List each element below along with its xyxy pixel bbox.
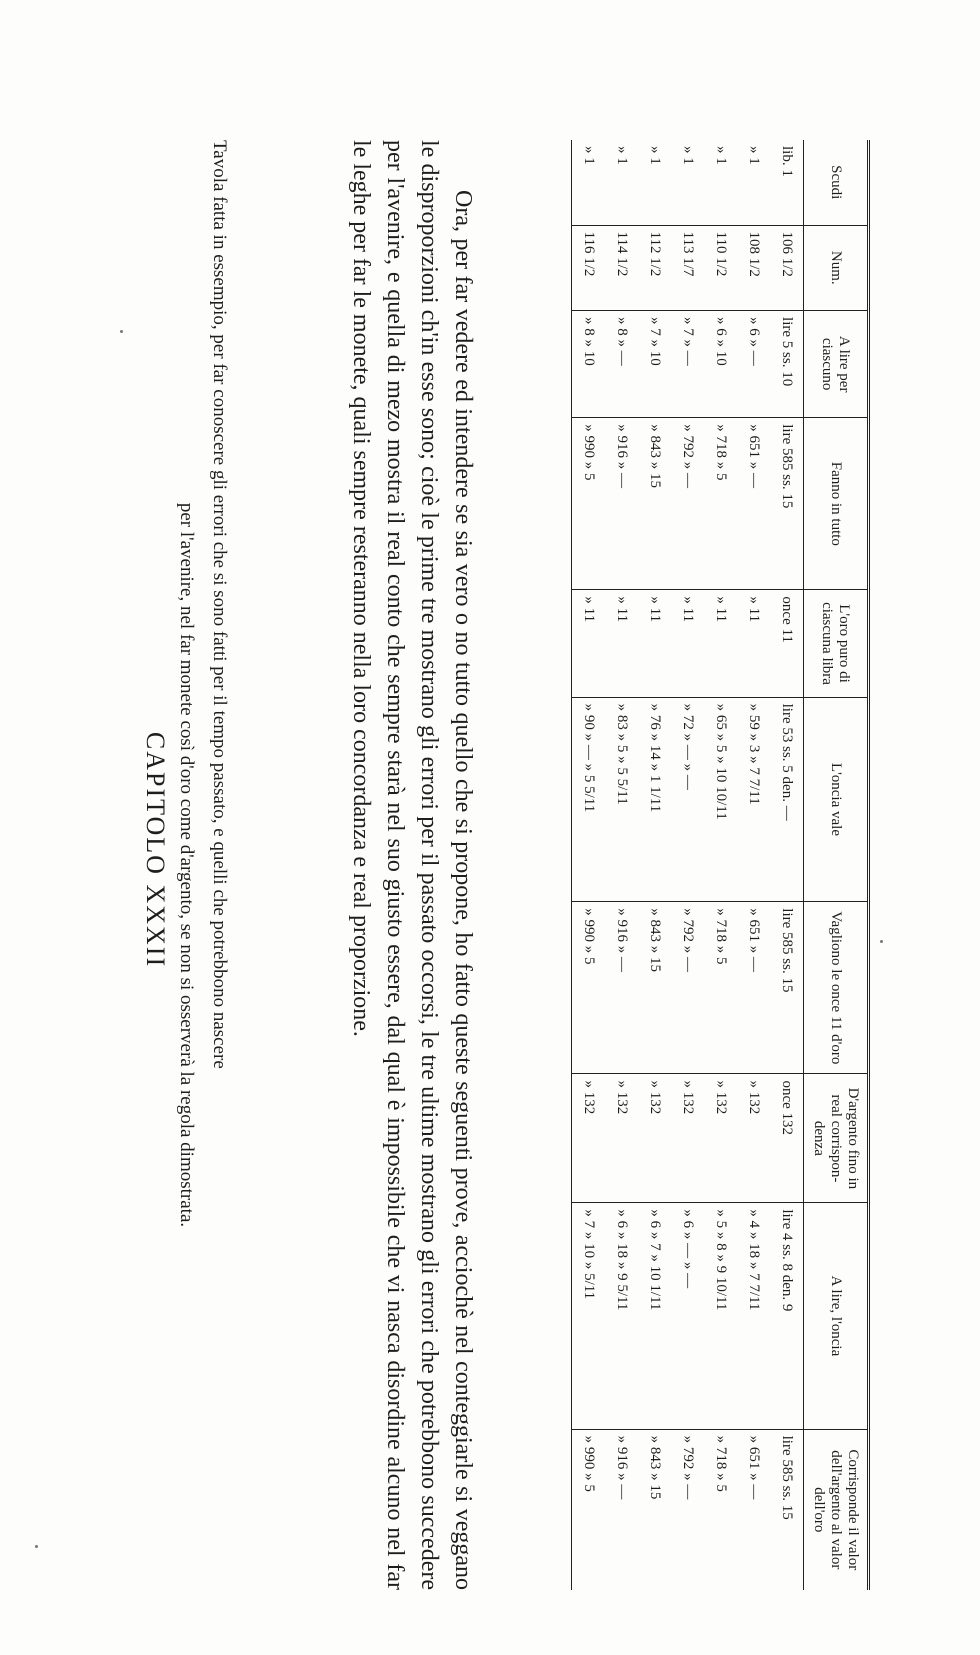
table-cell: 110 1/2 [704, 225, 737, 311]
table-cell: » 11 [638, 590, 671, 697]
table-cell: lib. 1 [779, 146, 795, 177]
header-fanno-in-tutto: Fanno in tutto [804, 418, 869, 590]
header-num: Num. [804, 225, 869, 311]
table-row [770, 140, 804, 1590]
scan-speck [120, 330, 123, 333]
table-cell: » 651 » — [737, 418, 770, 590]
header-argento-fino: D'argento fino in real corrispon-denza [804, 1074, 869, 1203]
table-cell: » 8 » — [605, 311, 638, 418]
table-cell: » 7 » 10 [638, 311, 671, 418]
table-cell: » 1 [572, 140, 606, 225]
table-cell: » 990 » 5 [572, 418, 606, 590]
table-cell: » 132 [572, 1074, 606, 1203]
table-cell: » 792 » — [671, 902, 704, 1074]
table-cell: » 65 » 5 » 10 10/11 [704, 697, 737, 902]
table-cell: » 1 [614, 146, 630, 165]
table-cell: lire 4 ss. 8 den. 9 [770, 1203, 804, 1429]
table-row [671, 140, 704, 1590]
table-cell: » 6 » 7 » 10 1/11 [638, 1203, 671, 1429]
rotated-page [0, 70, 980, 1630]
table-cell: » 843 » 15 [638, 418, 671, 590]
table-cell: » 8 » 10 [572, 311, 606, 418]
table-header-row [804, 140, 869, 1590]
table-cell: » 990 » 5 [572, 902, 606, 1074]
table-cell: » 792 » — [671, 1429, 704, 1590]
table-cell: » 132 [605, 1074, 638, 1203]
header-lire-ciascuno: A lire per ciascuno [804, 311, 869, 418]
ledger-table [571, 140, 870, 1590]
table-cell: 116 1/2 [572, 225, 606, 311]
table-caption [170, 140, 236, 1590]
table-cell: » 132 [638, 1074, 671, 1203]
table-cell: » 1 [746, 146, 762, 165]
table-cell: 106 1/2 [770, 225, 804, 311]
table-cell: » 916 » — [605, 418, 638, 590]
table-cell: » 72 » — » — [671, 697, 704, 902]
body-paragraph [344, 140, 480, 1590]
table-cell: » 76 » 14 » 1 1/11 [638, 697, 671, 902]
scan-speck [35, 1545, 38, 1548]
table-cell: » 651 » — [737, 902, 770, 1074]
table-cell: » 132 [737, 1074, 770, 1203]
table-cell: » 132 [671, 1074, 704, 1203]
table-cell: » 718 » 5 [704, 902, 737, 1074]
table-cell: » 11 [737, 590, 770, 697]
table-cell: 112 1/2 [638, 225, 671, 311]
header-scudi: Scudi [828, 165, 844, 200]
caption-line-1: Tavola fatta in essempio, per far conoscere gli errori che si sono fatti per il tempo passato, e quelli che potrebbono nascere [209, 140, 230, 1069]
table-body [572, 140, 804, 1590]
scan-speck [880, 940, 883, 943]
table-cell: » 90 » — » 5 5/11 [572, 697, 606, 902]
table-cell: » 11 [572, 590, 606, 697]
table-cell: » 83 » 5 » 5 5/11 [605, 697, 638, 902]
table-cell: » 718 » 5 [704, 1429, 737, 1590]
header-vagliono: Vagliono le once 11 d'oro [804, 902, 869, 1074]
ledger-table-wrap [571, 140, 870, 1590]
table-cell: once 132 [770, 1074, 804, 1203]
body-text: Ora, per far vedere ed intendere se sia vero o no tutto quello che si propone, ho fatto queste seguenti prove, acciochè nel conteggiarle si veggano le disproporzioni ch'in esse sono; cioè le prime tre mostrano gli errori per il passato occorsi, le tre ultime mostrano gli errori che potrebbono succedere per l'avenire, e quella di mezo mostra il real conto che sempre starà nel suo giusto essere, dal qual è impossibile che vi nasca disordine alcuno nel far le leghe per far le monete, quali sempre resteranno nella loro concordanza e real proporzione. [348, 140, 476, 1590]
table-cell: » 843 » 15 [638, 902, 671, 1074]
table-cell: 108 1/2 [737, 225, 770, 311]
table-cell: » 6 » 10 [704, 311, 737, 418]
header-oncia-vale: L'oncia vale [804, 697, 869, 902]
table-cell: lire 5 ss. 10 [770, 311, 804, 418]
table-row [638, 140, 671, 1590]
table-cell: » 59 » 3 » 7 7/11 [737, 697, 770, 902]
table-cell: » 1 [647, 146, 663, 165]
table-cell: lire 585 ss. 15 [770, 902, 804, 1074]
table-cell: » 843 » 15 [638, 1429, 671, 1590]
table-cell: » 718 » 5 [704, 418, 737, 590]
table-cell: » 6 » 18 » 9 5/11 [605, 1203, 638, 1429]
header-oro-puro: L'oro puro di ciascuna libra [804, 590, 869, 697]
table-cell: » 916 » — [605, 1429, 638, 1590]
table-cell: » 11 [605, 590, 638, 697]
caption-line-2: per l'avenire, nel far monete così d'oro come d'argento, se non si osserverà la regola dimostrata. [176, 502, 197, 1228]
table-cell: » 7 » 10 » 5/11 [572, 1203, 606, 1429]
chapter-title: CAPITOLO XXXII [141, 731, 170, 969]
table-cell: 114 1/2 [605, 225, 638, 311]
table-row [704, 140, 737, 1590]
table-cell: once 11 [770, 590, 804, 697]
table-row [737, 140, 770, 1590]
header-lire-oncia: A lire, l'oncia [804, 1203, 869, 1429]
table-cell: » 11 [671, 590, 704, 697]
table-cell: » 1 [680, 146, 696, 165]
table-cell: » 6 » — [737, 311, 770, 418]
table-cell: lire 53 ss. 5 den. — [770, 697, 804, 902]
table-cell: lire 585 ss. 15 [770, 1429, 804, 1590]
table-cell: » 792 » — [671, 418, 704, 590]
table-row [572, 140, 606, 1590]
table-cell: » 5 » 8 » 9 10/11 [704, 1203, 737, 1429]
table-cell: » 990 » 5 [572, 1429, 606, 1590]
table-cell: » 11 [704, 590, 737, 697]
table-cell: » 7 » — [671, 311, 704, 418]
table-cell: » 1 [713, 146, 729, 165]
table-cell: » 132 [704, 1074, 737, 1203]
header-corrisponde: Corrisponde il valor dell'argento al valor dell'oro [804, 1429, 869, 1590]
table-row [605, 140, 638, 1590]
table-cell: lire 585 ss. 15 [770, 418, 804, 590]
table-cell: » 4 » 18 » 7 7/11 [737, 1203, 770, 1429]
table-cell: » 916 » — [605, 902, 638, 1074]
table-cell: 113 1/7 [671, 225, 704, 311]
table-cell: » 651 » — [737, 1429, 770, 1590]
table-cell: » 6 » — » — [671, 1203, 704, 1429]
